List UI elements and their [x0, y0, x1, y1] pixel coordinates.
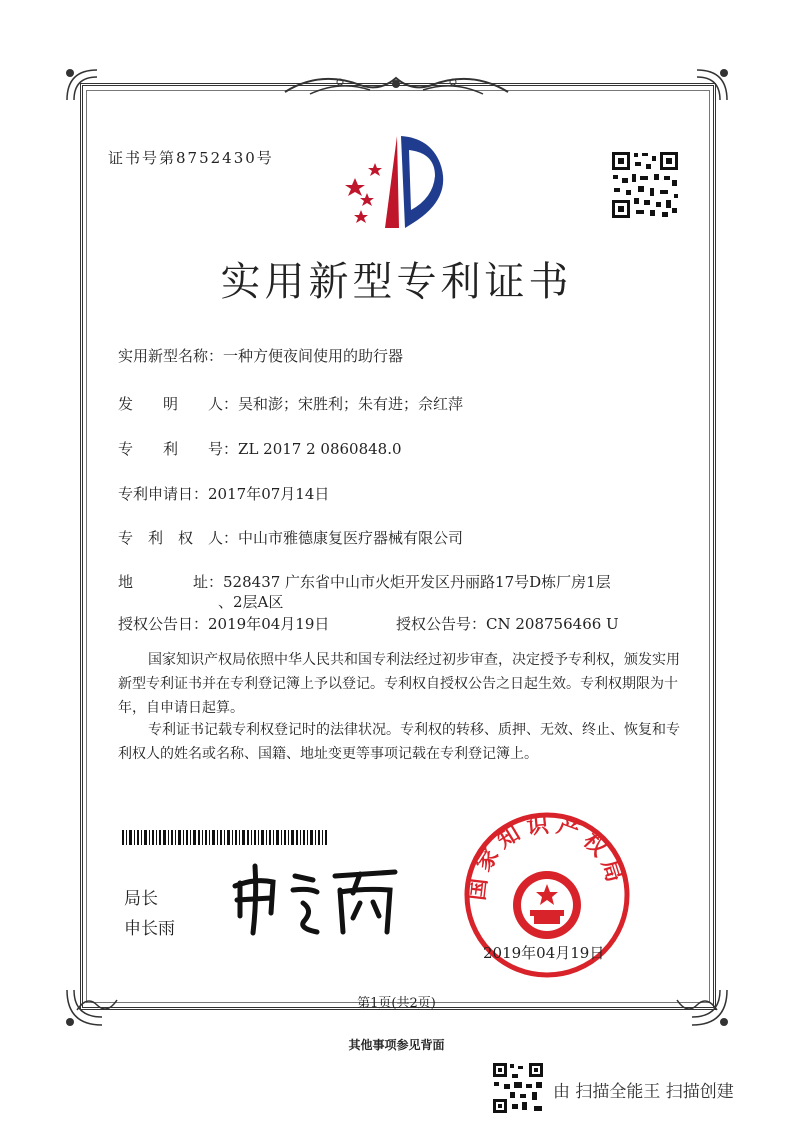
field-value: 2017年07月14日: [208, 485, 330, 503]
corner-ornament-icon: [62, 65, 102, 105]
corner-ornament-icon: [692, 65, 732, 105]
patentee-row: [118, 527, 463, 548]
certificate-number: 证书号第8752430号: [108, 149, 274, 167]
qr-code-icon: [610, 150, 680, 220]
signatory-title: 局长: [124, 889, 158, 909]
field-label: 授权公告日：: [118, 615, 209, 633]
field-label: 专利申请日：: [118, 485, 209, 503]
field-label: 专 利 权 人：: [118, 529, 239, 547]
field-label: 地 址：: [118, 573, 224, 591]
address-row-continued: [218, 591, 283, 612]
field-value: 一种方便夜间使用的助行器: [223, 347, 404, 365]
scan-watermark: 由 扫描全能王 扫描创建: [553, 1082, 734, 1102]
grant-date-row: [118, 613, 329, 634]
field-label: 实用新型名称：: [118, 347, 224, 365]
scanner-qr-icon: [492, 1062, 544, 1114]
legal-paragraph: 国家知识产权局依照中华人民共和国专利法经过初步审查，决定授予专利权，颁发实用新型专利证书并在专利登记簿上予以登记。专利权自授权公告之日起生效。专利权期限为十年，自申请日起算。: [118, 652, 680, 716]
field-value: 中山市雅德康复医疗器械有限公司: [238, 529, 464, 547]
page-number: 第1页(共2页): [357, 996, 436, 1011]
patent-number-row: [118, 438, 402, 459]
national-emblem-icon: [513, 871, 581, 939]
field-value: CN 208756466 U: [486, 615, 619, 633]
legal-paragraph: 专利证书记载专利权登记时的法律状况。专利权的转移、质押、无效、终止、恢复和专利权人的姓名或名称、国籍、地址变更等事项记载在专利登记簿上。: [118, 722, 680, 762]
seal-date: 2019年04月19日: [483, 944, 605, 962]
utility-model-name-row: [118, 345, 403, 366]
inventor-row: [118, 393, 463, 414]
field-label: 专 利 号：: [118, 440, 239, 458]
signatory-name: 申长雨: [124, 919, 175, 939]
barcode-icon: [122, 830, 327, 845]
field-label: 发 明 人：: [118, 395, 239, 413]
top-ornament-icon: [280, 70, 513, 100]
certificate-title: 实用新型专利证书: [220, 259, 573, 305]
field-label: 授权公告号：: [396, 615, 487, 633]
svg-text:国家知识产权局: 国家知识产权局: [464, 812, 629, 902]
filing-date-row: [118, 483, 329, 504]
field-value: 、2层A区: [218, 593, 284, 611]
footer-note: 其他事项参见背面: [348, 1038, 445, 1052]
grant-number-row: [396, 613, 619, 634]
address-row: [118, 571, 611, 592]
field-value: ZL 2017 2 0860848.0: [238, 440, 402, 458]
cnipa-logo-icon: [335, 128, 460, 233]
handwritten-signature: [225, 858, 405, 938]
field-value: 2019年04月19日: [208, 615, 330, 633]
field-value: 528437 广东省中山市火炬开发区丹丽路17号D栋厂房1层: [223, 573, 611, 591]
field-value: 吴和澎；宋胜利；朱有进；佘红萍: [238, 395, 464, 413]
